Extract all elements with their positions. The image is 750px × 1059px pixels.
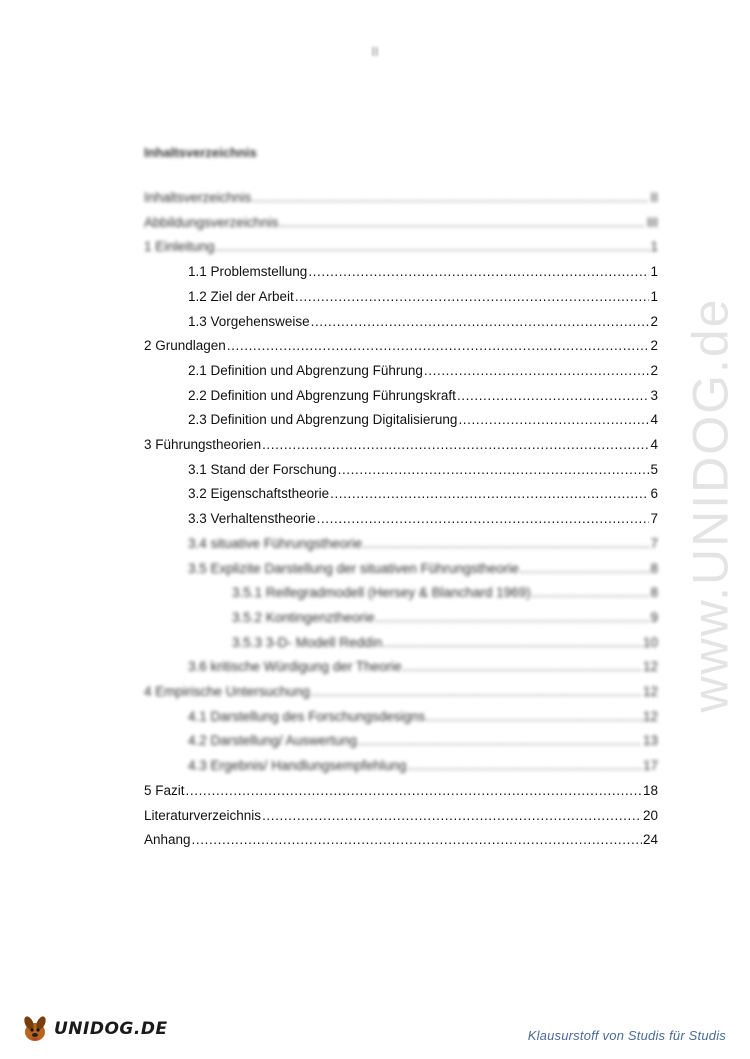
toc-entry-leader <box>216 237 650 257</box>
toc-entry-title: 4 Empirische Untersuchung <box>144 684 310 699</box>
toc-entry-title: 3.5.2 Kontingenztheorie <box>232 610 375 625</box>
toc-entry[interactable] <box>188 756 658 776</box>
toc-entry[interactable] <box>188 509 658 529</box>
toc-entry-page: 9 <box>650 610 658 625</box>
toc-entry-page: 2 <box>650 363 658 378</box>
toc-entry-title: Anhang <box>144 832 191 847</box>
toc-entry-title: Abbildungsverzeichnis <box>144 215 279 230</box>
toc-entry-leader <box>520 559 650 579</box>
toc-entry[interactable] <box>188 361 658 381</box>
toc-entry-leader <box>407 756 642 776</box>
logo-text: UNIDOG.DE <box>54 1019 168 1039</box>
toc-entry[interactable] <box>188 707 658 727</box>
toc-entry-leader <box>317 509 650 529</box>
toc-entry-page: 2 <box>650 314 658 329</box>
toc-entry-title: 4.1 Darstellung des Forschungsdesigns <box>188 709 426 724</box>
toc-entry-leader <box>186 781 642 801</box>
toc-entry[interactable] <box>188 287 658 307</box>
toc-entry-title: 3.1 Stand der Forschung <box>188 462 337 477</box>
toc-entry-leader <box>311 682 642 702</box>
toc-entry-page: 7 <box>650 511 658 526</box>
toc-entry-page: 12 <box>642 709 658 724</box>
toc-entry-leader <box>262 435 649 455</box>
toc-entry-page: 17 <box>642 758 658 773</box>
toc-entry-page: 8 <box>650 585 658 600</box>
toc-entry-page: 18 <box>642 783 658 798</box>
toc-entry-leader <box>403 657 642 677</box>
toc-entry-page: 1 <box>650 239 658 254</box>
toc-entry-leader <box>376 608 650 628</box>
toc-entry-leader <box>532 583 650 603</box>
toc-entry-leader <box>426 707 642 727</box>
toc-entry-title: 1.3 Vorgehensweise <box>188 314 310 329</box>
toc-entry[interactable] <box>188 460 658 480</box>
toc-entry[interactable] <box>188 262 658 282</box>
toc-entry-leader <box>311 312 650 332</box>
toc-entry-leader <box>330 484 649 504</box>
toc-entry-leader <box>363 534 649 554</box>
toc-entry-title: 3.3 Verhaltenstheorie <box>188 511 316 526</box>
toc-entry-page: 1 <box>650 289 658 304</box>
toc-heading: Inhaltsverzeichnis <box>144 145 257 160</box>
toc-entry-leader <box>358 731 642 751</box>
page-number: II <box>371 44 379 59</box>
toc-entry-page: II <box>650 190 658 205</box>
toc-entry-leader <box>295 287 650 307</box>
toc-entry-page: 4 <box>650 412 658 427</box>
toc-entry-leader <box>308 262 649 282</box>
toc-entry-page: 7 <box>650 536 658 551</box>
toc-entry[interactable] <box>188 410 658 430</box>
footer-slogan: Klausurstoff von Studis für Studis <box>527 1028 726 1043</box>
toc-entry[interactable] <box>144 806 658 826</box>
toc-entry-title: 1.1 Problemstellung <box>188 264 308 279</box>
toc-entry-title: Inhaltsverzeichnis <box>144 190 252 205</box>
toc-entry-title: 4.3 Ergebnis/ Handlungsempfehlung <box>188 758 407 773</box>
toc-entry[interactable] <box>188 386 658 406</box>
toc-entry-leader <box>252 188 649 208</box>
toc-entry[interactable] <box>188 559 658 579</box>
toc-entry-title: 1 Einleitung <box>144 239 215 254</box>
toc-entry-page: 12 <box>642 684 658 699</box>
toc-entry-title: 2 Grundlagen <box>144 338 226 353</box>
toc-entry-page: 12 <box>642 659 658 674</box>
toc-entry-leader <box>192 830 642 850</box>
toc-entry-title: 3.4 situative Führungstheorie <box>188 536 363 551</box>
toc-entry[interactable] <box>232 583 658 603</box>
toc-entry-page: 2 <box>650 338 658 353</box>
toc-entry[interactable] <box>144 830 658 850</box>
toc-entry-page: 24 <box>642 832 658 847</box>
toc-entry-page: 3 <box>650 388 658 403</box>
dog-icon <box>20 1014 50 1044</box>
toc-entry-title: 3.5.3 3-D- Modell Reddin <box>232 635 383 650</box>
toc-entry-title: Literaturverzeichnis <box>144 808 262 823</box>
toc-entry-page: 4 <box>650 437 658 452</box>
watermark-text: www.UNIDOG.de <box>682 297 738 713</box>
toc-entry-title: 5 Fazit <box>144 783 185 798</box>
toc-entry[interactable] <box>144 682 658 702</box>
toc-entry-leader <box>338 460 650 480</box>
toc-entry[interactable] <box>188 534 658 554</box>
footer-logo <box>20 1012 168 1046</box>
toc-entry-title: 3 Führungstheorien <box>144 437 262 452</box>
toc-entry[interactable] <box>232 633 658 653</box>
toc-entry-page: III <box>646 215 658 230</box>
toc-entry-leader <box>227 336 650 356</box>
toc-entry-leader <box>424 361 650 381</box>
toc-entry[interactable] <box>188 484 658 504</box>
toc-entry-title: 3.2 Eigenschaftstheorie <box>188 486 330 501</box>
toc-entry-title: 2.3 Definition und Abgrenzung Digitalisierung <box>188 412 458 427</box>
toc-entry-leader <box>383 633 642 653</box>
toc-entry[interactable] <box>188 312 658 332</box>
toc-entry-title: 3.6 kritische Würdigung der Theorie <box>188 659 402 674</box>
toc-entry[interactable] <box>188 657 658 677</box>
toc-entry-page: 6 <box>650 486 658 501</box>
toc-entry-title: 3.5 Explizite Darstellung der situativen Führungstheorie <box>188 561 519 576</box>
toc-entry-page: 13 <box>642 733 658 748</box>
toc-entry-title: 4.2 Darstellung/ Auswertung <box>188 733 357 748</box>
toc-entry-title: 2.1 Definition und Abgrenzung Führung <box>188 363 423 378</box>
toc-entry-leader <box>262 806 642 826</box>
toc-entry-page: 20 <box>642 808 658 823</box>
toc-entry[interactable] <box>144 336 658 356</box>
toc-entry-leader <box>279 213 645 233</box>
toc-entry[interactable] <box>144 188 658 208</box>
toc-entry[interactable] <box>144 237 658 257</box>
toc-entry-page: 10 <box>642 635 658 650</box>
toc-entry-page: 5 <box>650 462 658 477</box>
toc-entry-page: 8 <box>650 561 658 576</box>
toc-entry-title: 2.2 Definition und Abgrenzung Führungskraft <box>188 388 456 403</box>
toc-entry[interactable] <box>188 731 658 751</box>
toc-entry[interactable] <box>232 608 658 628</box>
toc-entry-title: 3.5.1 Reifegradmodell (Hersey & Blanchard 1969) <box>232 585 531 600</box>
toc-entry-leader <box>457 386 650 406</box>
toc-entry-title: 1.2 Ziel der Arbeit <box>188 289 294 304</box>
toc-entry[interactable] <box>144 435 658 455</box>
toc-entry-page: 1 <box>650 264 658 279</box>
toc-entry-leader <box>458 410 649 430</box>
toc-entry[interactable] <box>144 781 658 801</box>
toc-entry[interactable] <box>144 213 658 233</box>
